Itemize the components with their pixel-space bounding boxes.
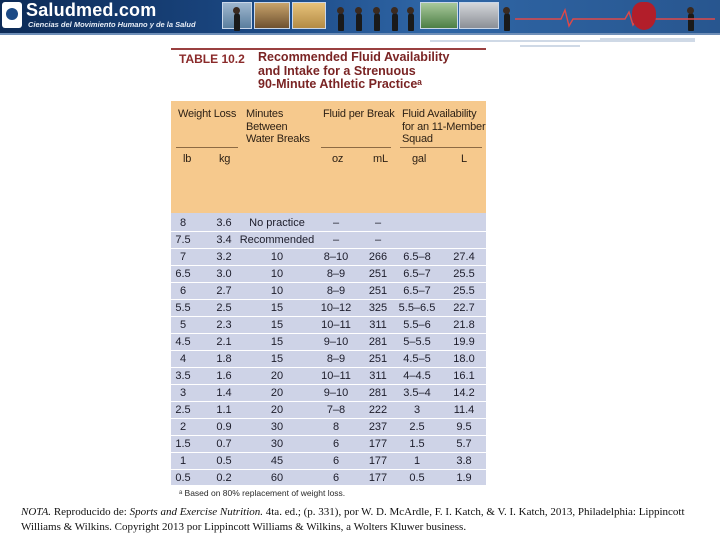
table-cell: 3.0 <box>216 268 232 280</box>
table-cell: 8–9 <box>326 285 346 297</box>
table-cell: 3.5 <box>175 370 191 382</box>
table-cell: 0.2 <box>216 472 232 484</box>
table-cell: 0.9 <box>216 421 232 433</box>
table-cell: 4.5–5 <box>403 353 431 365</box>
table-row-separator <box>171 350 486 351</box>
table-cell: 20 <box>270 404 284 416</box>
table-row-separator <box>171 333 486 334</box>
table-cell: 8 <box>179 217 187 229</box>
banner-divider <box>0 33 720 35</box>
table-cell: 21.8 <box>453 319 475 331</box>
table-cell: 3.4 <box>216 234 232 246</box>
header-rule <box>176 147 238 148</box>
table-cell: 6.5–8 <box>403 251 431 263</box>
table-cell: 19.9 <box>453 336 475 348</box>
table-cell: 45 <box>270 455 284 467</box>
table-cell: 20 <box>270 370 284 382</box>
table-cell: 6.5 <box>175 268 191 280</box>
decor-line <box>430 40 695 42</box>
table-cell: 10–11 <box>321 370 351 382</box>
banner-runner-icon <box>408 13 414 31</box>
table-cell: 15 <box>270 353 284 365</box>
table-cell: 3 <box>413 404 421 416</box>
table-row-separator <box>171 299 486 300</box>
table-row-separator <box>171 418 486 419</box>
table-cell: 2.7 <box>216 285 232 297</box>
table-title-line: Recommended Fluid Availability <box>258 50 450 64</box>
table-cell: 1.1 <box>216 404 232 416</box>
banner-runner-icon <box>374 13 380 31</box>
ecg-line-icon <box>515 6 715 28</box>
table-cell: 9–10 <box>323 387 349 399</box>
table-cell: 2.5 <box>216 302 232 314</box>
table-cell: 10–11 <box>321 319 351 331</box>
fluid-table-figure <box>171 48 486 500</box>
table-cell: 8–9 <box>326 353 346 365</box>
table-cell: 10 <box>270 268 284 280</box>
table-row-separator <box>171 384 486 385</box>
table-cell: 2.5 <box>409 421 425 433</box>
table-row-separator <box>171 316 486 317</box>
saludmed-logo-icon <box>2 2 22 28</box>
banner-photo-stretch <box>420 2 458 29</box>
header-fluid-availability: Fluid Availability for an 11-Member Squad <box>402 108 486 145</box>
table-cell: 8 <box>332 421 340 433</box>
site-tagline: Ciencias del Movimiento Humano y de la Salud <box>28 20 196 29</box>
table-cell: 3.8 <box>456 455 472 467</box>
decor-line <box>520 45 580 47</box>
table-cell: 14.2 <box>453 387 475 399</box>
table-cell: 251 <box>368 268 388 280</box>
header-rule <box>321 147 391 148</box>
table-cell: 11.4 <box>453 404 475 416</box>
table-cell: 4.5 <box>175 336 191 348</box>
table-cell: 10 <box>270 285 284 297</box>
banner-runner-icon <box>338 13 344 31</box>
table-cell: 8–10 <box>323 251 349 263</box>
site-banner <box>0 0 720 33</box>
table-cell: 325 <box>368 302 388 314</box>
table-row-separator <box>171 469 486 470</box>
table-cell: 30 <box>270 438 284 450</box>
table-cell: – <box>374 217 382 229</box>
table-cell: 5 <box>179 319 187 331</box>
banner-photo-beach <box>292 2 326 29</box>
table-cell: 18.0 <box>453 353 475 365</box>
table-cell: 237 <box>368 421 388 433</box>
table-cell: 5.5–6.5 <box>398 302 436 314</box>
table-cell: 5.5 <box>175 302 191 314</box>
table-cell: 15 <box>270 319 284 331</box>
table-cell: 0.5 <box>216 455 232 467</box>
table-cell: 6 <box>332 472 340 484</box>
table-cell: 0.5 <box>409 472 425 484</box>
table-cell: 16.1 <box>453 370 475 382</box>
table-cell: 251 <box>368 353 388 365</box>
decor-line <box>600 38 695 40</box>
table-cell: 27.4 <box>453 251 475 263</box>
unit-ml: mL <box>373 153 388 165</box>
table-cell: 1.8 <box>216 353 232 365</box>
unit-lb: lb <box>183 153 192 165</box>
table-title-line: 90-Minute Athletic Practiceᵃ <box>258 77 423 91</box>
table-cell: 5–5.5 <box>403 336 431 348</box>
table-header <box>171 101 486 213</box>
table-cell: 30 <box>270 421 284 433</box>
table-cell: 5.7 <box>456 438 472 450</box>
table-cell: 8–9 <box>326 268 346 280</box>
table-cell: 10–12 <box>320 302 352 314</box>
table-cell: 0.5 <box>175 472 191 484</box>
table-cell: 2.5 <box>175 404 191 416</box>
note-book-title: Sports and Exercise Nutrition. <box>129 506 263 518</box>
table-cell: 15 <box>270 336 284 348</box>
table-cell: Recommended <box>239 234 315 246</box>
unit-gal: gal <box>412 153 427 165</box>
banner-runner-icon <box>234 13 240 31</box>
table-number: TABLE 10.2 <box>179 52 245 66</box>
table-row-separator <box>171 282 486 283</box>
banner-runner-icon <box>504 13 510 31</box>
table-cell: 4–4.5 <box>403 370 431 382</box>
table-cell: 251 <box>368 285 388 297</box>
table-cell: 177 <box>368 455 388 467</box>
banner-runner-icon <box>356 13 362 31</box>
header-rule <box>400 147 482 148</box>
table-cell: – <box>374 234 382 246</box>
table-cell: 5.5–6 <box>403 319 431 331</box>
table-cell: 6 <box>332 438 340 450</box>
table-cell: 1.9 <box>456 472 472 484</box>
table-cell: – <box>332 217 340 229</box>
banner-runner-icon <box>392 13 398 31</box>
table-cell: 6 <box>332 455 340 467</box>
table-cell: 266 <box>368 251 388 263</box>
table-cell: 22.7 <box>453 302 475 314</box>
note-post: 4ta. ed.; (p. 331), por W. D. McArdle, F. I. Katch, & V. I. Katch, 2013, Philadelphia: Lippincott Williams & Wilkins. Copyright 2013 por Lippincott Williams & Wilkins, a Wolters Kluwer business. <box>21 506 685 533</box>
table-row-separator <box>171 435 486 436</box>
table-cell: 1.5 <box>409 438 425 450</box>
site-name: Saludmed.com <box>26 0 157 20</box>
table-cell: 10 <box>270 251 284 263</box>
table-cell: 3 <box>179 387 187 399</box>
table-cell: 311 <box>369 370 387 382</box>
table-cell: 20 <box>270 387 284 399</box>
table-cell: 6.5–7 <box>403 268 431 280</box>
table-cell: 9.5 <box>456 421 472 433</box>
table-cell: 1.4 <box>216 387 232 399</box>
table-cell: 7–8 <box>326 404 346 416</box>
table-cell: 9–10 <box>323 336 349 348</box>
table-cell: 2 <box>179 421 187 433</box>
table-cell: 4 <box>179 353 187 365</box>
table-cell: 15 <box>270 302 284 314</box>
table-row-separator <box>171 401 486 402</box>
table-cell: 3.5–4 <box>403 387 431 399</box>
table-cell: 177 <box>368 472 388 484</box>
table-body <box>171 213 486 485</box>
heart-icon <box>632 2 656 30</box>
header-fluid-per-break: Fluid per Break <box>323 108 395 120</box>
header-weight-loss: Weight Loss <box>178 108 237 120</box>
table-row-separator <box>171 231 486 232</box>
unit-kg: kg <box>219 153 231 165</box>
table-cell: 7.5 <box>175 234 191 246</box>
table-cell: 0.7 <box>216 438 232 450</box>
table-cell: 1 <box>179 455 187 467</box>
header-minutes-between-breaks: Minutes Between Water Breaks <box>246 108 310 145</box>
table-cell: 3.2 <box>216 251 232 263</box>
table-cell: 281 <box>368 387 388 399</box>
table-cell: 7 <box>179 251 187 263</box>
citation-note <box>21 505 711 535</box>
table-cell: 6 <box>179 285 187 297</box>
banner-photo-athlete <box>254 2 290 29</box>
table-cell: 2.1 <box>216 336 232 348</box>
note-label: NOTA. <box>21 506 52 518</box>
unit-oz: oz <box>332 153 344 165</box>
table-cell: 1.5 <box>175 438 191 450</box>
table-cell: 1 <box>413 455 421 467</box>
table-cell: 311 <box>369 319 387 331</box>
table-row-separator <box>171 248 486 249</box>
table-footnote: ᵃ Based on 80% replacement of weight loss. <box>179 488 346 498</box>
table-cell: 60 <box>270 472 284 484</box>
table-title <box>258 51 449 92</box>
banner-photo-gym <box>459 2 499 29</box>
table-cell: 222 <box>368 404 388 416</box>
table-cell: 2.3 <box>216 319 232 331</box>
table-cell: 3.6 <box>216 217 232 229</box>
table-row-separator <box>171 367 486 368</box>
table-row-separator <box>171 452 486 453</box>
table-row-separator <box>171 265 486 266</box>
table-cell: No practice <box>249 217 305 229</box>
table-cell: – <box>332 234 340 246</box>
table-cell: 1.6 <box>216 370 232 382</box>
note-pre: Reproducido de: <box>51 506 130 518</box>
table-cell: 25.5 <box>453 285 475 297</box>
unit-l: L <box>461 153 467 165</box>
table-cell: 25.5 <box>453 268 475 280</box>
table-title-line: and Intake for a Strenuous <box>258 63 416 78</box>
table-cell: 281 <box>368 336 388 348</box>
table-cell: 177 <box>368 438 388 450</box>
table-cell: 6.5–7 <box>403 285 431 297</box>
